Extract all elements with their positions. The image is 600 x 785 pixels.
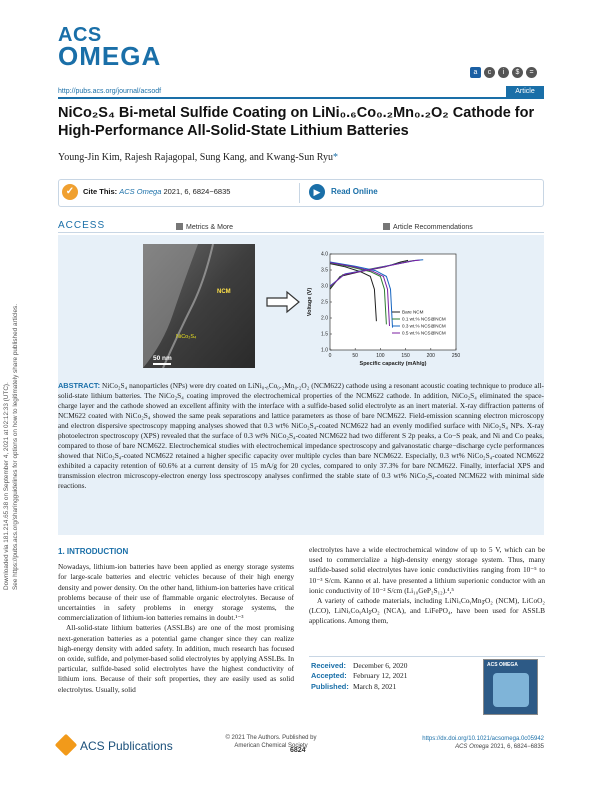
- abstract-text: NiCo₂S₄ nanoparticles (NPs) were dry coated on LiNi₀.₆Co₀.₂Mn₀.₂O₂ (NCM622) cathode using a resonant acoustic coating technique to produce all-solid-state lithium batteries. The NiCo₂S₄ coating improved the electrochemical properties of the NCM622 cathode. In addition, NiCo₂S₄ eliminated the space-charge layer and the cathode showed an excellent affinity with the interface with a sulfide-based solid electrolyte as an inert material. X-ray diffraction patterns of NCM622 coated with NiCo₂S₄ showed the same peak separations and lattice parameters as those of bare NCM622. Field-emission scanning electron microscopy and electron dispersive spectroscopy mapping analyses showed that 0.3 wt% NiCo₂S₄-coated NCM622 had an evenly modified surface with NiCo₂S₄ NPs. X-ray photoelectron spectroscopy (XPS) revealed that the surface of 0.3 wt% NiCo₂S₄-coated NCM622 had two different S 2p peaks, a Co−S peak, and Ni and Co peaks, compared to those of bare NCM622. Electrochemical studies with electrochemical impedance spectroscopy and galvanostatic charge−discharge cycle performances showed that NiCo₂S₄-coated NCM622 retained a higher specific capacity over multiple cycles than bare NCM622. Especially, 0.3 wt% NiCo₂S₄-coated NCM622 exhibited a capacity retention of 60.6% at a current density of 15 mA/g for 20 cycles, compared to only 37.3% for bare NCM622. Finally, interfacial XPS and transmission electron microscopy-electron energy loss spectroscopy analyses confirmed the stable state of 0.3 wt% NiCo₂S₄-coated NCM622 with minimal side reactions.: [58, 381, 544, 491]
- y-tick-label: 4.0: [321, 251, 328, 258]
- cite-this[interactable]: [83, 187, 230, 196]
- tem-label-coating: NiCo₂S₄: [176, 334, 197, 340]
- tem-image: [143, 244, 255, 368]
- recommendations-link[interactable]: [383, 223, 473, 231]
- footer-ref: 2021, 6, 6824−6835: [490, 744, 544, 750]
- published-label: Published:: [311, 681, 349, 691]
- article-type-tag: Article: [506, 86, 544, 97]
- header-divider: [58, 97, 544, 99]
- read-online-icon[interactable]: ▶: [309, 184, 325, 200]
- chart-axes: [307, 252, 460, 367]
- copyright-line-1: © 2021 The Authors. Published by: [225, 735, 317, 741]
- access-label: ACCESS: [58, 220, 106, 231]
- metrics-label: Metrics & More: [186, 224, 234, 231]
- accepted-date: February 12, 2021: [353, 671, 408, 681]
- recommendations-label: Article Recommendations: [393, 224, 473, 231]
- download-stamp-line1: Downloaded via 181.214.65.38 on September 4, 2021 at 02:12:33 (UTC).: [3, 382, 10, 590]
- acs-logo-icon: [55, 734, 78, 757]
- doi-link[interactable]: https://dx.doi.org/10.1021/acsomega.0c05942: [422, 736, 544, 742]
- y-tick-label: 2.0: [321, 315, 328, 322]
- abstract: [58, 381, 544, 492]
- y-tick-label: 3.5: [321, 267, 328, 274]
- copyright-line-2: American Chemical Society: [234, 742, 308, 749]
- received-label: Received:: [311, 661, 346, 670]
- article-history: [311, 661, 407, 692]
- corresponding-author-mark: *: [332, 152, 338, 163]
- received-date: December 6, 2020: [353, 661, 408, 670]
- x-tick-label: 50: [352, 353, 358, 359]
- body-column-right: [309, 545, 545, 627]
- page-number: 6824: [290, 747, 306, 754]
- journal-url[interactable]: http://pubs.acs.org/journal/acsodf: [58, 88, 162, 95]
- publisher-name: ACS Publications: [80, 739, 173, 753]
- cite-label: Cite This:: [83, 187, 118, 196]
- cover-art: [493, 673, 529, 707]
- footer-journal: ACS Omega: [455, 744, 489, 750]
- recommendations-icon: [383, 223, 390, 230]
- published-date: March 8, 2021: [353, 681, 397, 691]
- tem-label-ncm: NCM: [217, 289, 231, 295]
- x-axis-label: Specific capacity (mAh/g): [359, 361, 427, 367]
- x-tick-label: 250: [451, 353, 461, 359]
- x-tick-label: 200: [426, 353, 435, 359]
- legend-entry: 0.1 wt.% NCS@NCM: [402, 316, 446, 322]
- paragraph: Nowadays, lithium-ion batteries have been applied as energy storage systems for large-scale batteries and electric vehicles because of their high energy density and power density. On the other hand, lithium-ion batteries have critical problems because of their use of flammable organic electrolytes. Because of uncertainties in safety problems in energy storage systems, the commercialization of lithium-ion batteries remains in doubt.¹⁻³: [58, 562, 294, 623]
- tem-micrograph: [143, 244, 255, 368]
- logo-omega: OMEGA: [58, 41, 162, 71]
- title-line-2: High-Performance All-Solid-State Lithium Batteries: [58, 123, 409, 139]
- x-tick-label: 100: [376, 353, 385, 359]
- publisher-logo[interactable]: [58, 737, 173, 753]
- nc-icon[interactable]: $: [512, 67, 523, 78]
- footer-doi: [400, 735, 544, 751]
- section-heading: 1. INTRODUCTION: [58, 547, 129, 556]
- y-tick-label: 1.5: [321, 331, 328, 338]
- cover-title: ACS OMEGA: [487, 662, 518, 668]
- cc-icon[interactable]: c: [484, 67, 495, 78]
- metrics-link[interactable]: [176, 223, 233, 231]
- article-title: [58, 104, 548, 140]
- abstract-label: ABSTRACT:: [58, 381, 101, 390]
- legend-entry: 0.3 wt.% NCS@NCM: [402, 323, 446, 329]
- cite-ref: 2021, 6, 6824−6835: [163, 187, 231, 196]
- license-icons: [470, 67, 537, 78]
- by-icon[interactable]: i: [498, 67, 509, 78]
- paragraph: electrolytes have a wide electrochemical window of up to 5 V, which can be used to commercialize a high-density energy storage system. Thus, many sulfide-based solid electrolytes have ionic conductivities ranging from 10⁻⁵ to 10⁻³ S/cm. Kanno et al. have presented a lithium superionic conductor with an ionic conductivity of 10⁻² S/cm (Li₁₀GeP₂S₁₂).⁴,⁵: [309, 545, 545, 595]
- accepted-label: Accepted:: [311, 671, 347, 681]
- cite-divider: [299, 183, 300, 203]
- legend-entry: 0.5 wt.% NCS@NCM: [402, 330, 446, 336]
- title-line-1: NiCo₂S₄ Bi-metal Sulfide Coating on LiNi₀.₆Co₀.₂Mn₀.₂O₂ Cathode for: [58, 105, 535, 121]
- author-list: [58, 152, 338, 163]
- voltage-capacity-chart: [304, 246, 464, 372]
- paragraph: A variety of cathode materials, including LiNiₓCoᵧMn𝓏O₂ (NCM), LiCoO₂ (LCO), LiNiₓCoᵧAl𝓏O₂ (NCA), and LiFePO₄, have been used for ASSLB applications. Among them,: [309, 596, 545, 626]
- tem-scale-label: 50 nm: [153, 355, 172, 362]
- read-online-link[interactable]: Read Online: [331, 187, 378, 196]
- access-divider: [58, 232, 544, 233]
- x-tick-label: 0: [328, 353, 332, 359]
- cite-journal: ACS Omega: [119, 187, 162, 196]
- copyright-notice: [211, 735, 331, 750]
- right-arrow-icon: [265, 290, 301, 314]
- paragraph: All-solid-state lithium batteries (ASSLBs) are one of the most promising next-generation batteries as a potential game changer since they can realize high-energy density with added safety. In addition, much research has focused on oxide, sulfide, and polymer-based solid electrolytes by applying ASSLBs. In particular, sulfide-based solid electrolytes have the highest conductivity of lithium ions. Because of their soft properties, they are easily used as solid electrolytes. Usually, solid: [58, 623, 294, 694]
- nd-icon[interactable]: =: [526, 67, 537, 78]
- cite-icon[interactable]: ✓: [62, 184, 78, 200]
- legend-entry: Bare NCM: [402, 309, 424, 315]
- x-tick-label: 150: [401, 353, 410, 359]
- journal-logo[interactable]: [58, 24, 162, 71]
- logo-acs: ACS: [58, 24, 102, 46]
- download-stamp-line2: See https://pubs.acs.org/sharingguidelines for options on how to legitimately share published articles.: [12, 304, 19, 590]
- y-axis-label: Voltage (V): [307, 287, 313, 317]
- ac-icon[interactable]: a: [470, 67, 481, 78]
- tem-scale-bar: [153, 363, 171, 365]
- y-tick-label: 2.5: [321, 299, 328, 306]
- body-column-left: [58, 545, 294, 695]
- y-tick-label: 1.0: [321, 347, 328, 354]
- y-tick-label: 3.0: [321, 283, 328, 290]
- metrics-icon: [176, 223, 183, 230]
- download-stamp: [2, 230, 24, 590]
- authors-text[interactable]: Young-Jin Kim, Rajesh Rajagopal, Sung Kang, and Kwang-Sun Ryu: [58, 152, 333, 163]
